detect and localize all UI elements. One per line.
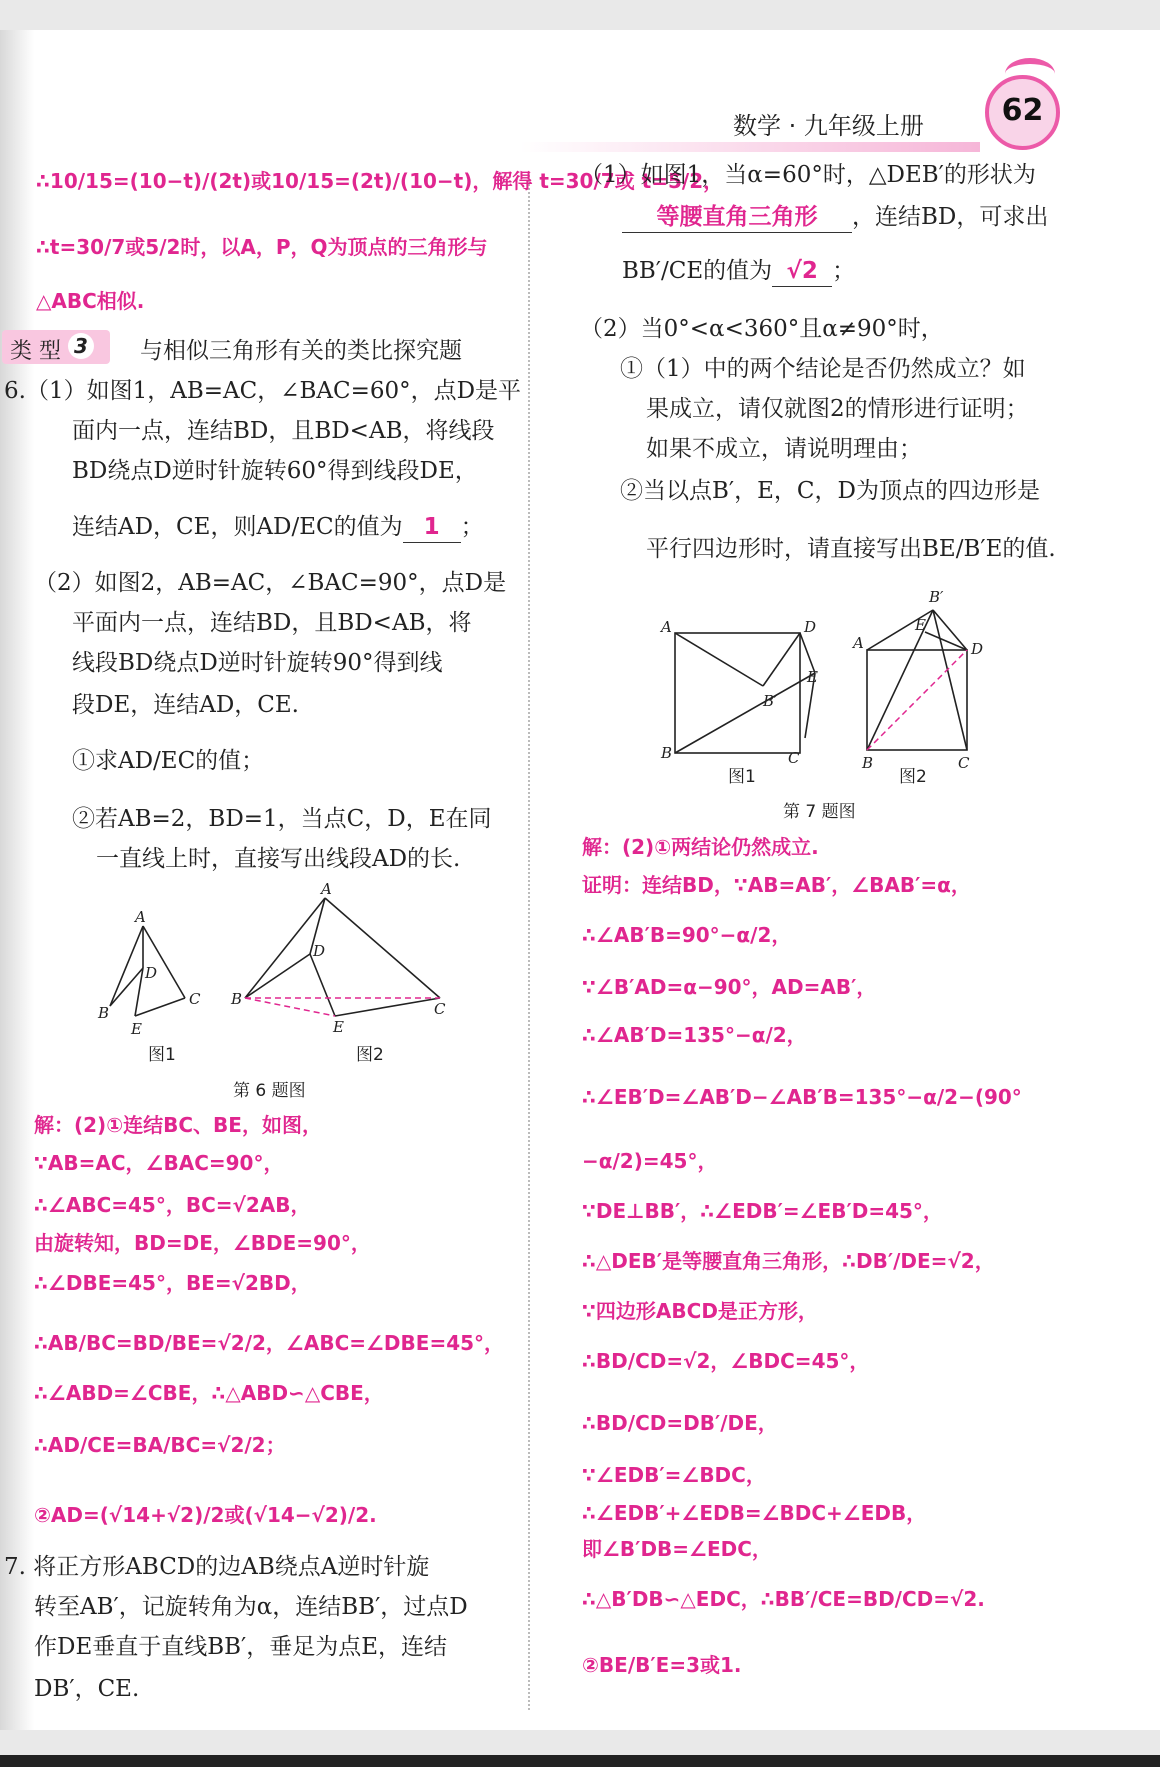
question-text: BD绕点D逆时针旋转60°得到线段DE，	[72, 458, 478, 484]
paper-sheet	[0, 30, 1160, 1730]
figure-label: 图2	[899, 767, 927, 787]
solution-line: ∵∠EDB′=∠BDC，	[582, 1463, 766, 1487]
question-text: 转至AB′，记旋转角为α，连结BB′，过点D	[34, 1594, 468, 1620]
question-text	[622, 256, 855, 287]
question-text: 6.（1）如图1，AB=AC，∠BAC=60°，点D是平	[4, 378, 522, 404]
svg-text:D: D	[971, 640, 984, 658]
header-rule	[520, 142, 980, 152]
svg-text:B: B	[862, 754, 874, 772]
figure-label: 图1	[148, 1045, 176, 1065]
answer-blank: 1	[403, 512, 461, 543]
solution-line: ∴∠AB′D=135°−α/2，	[582, 1023, 807, 1047]
question-text: 果成立，请仅就图2的情形进行证明；	[646, 396, 1029, 422]
question-text: ②当以点B′，E，C，D为顶点的四边形是	[620, 478, 1040, 504]
question-text-part: ；	[460, 514, 484, 540]
question-text: ①求AD/EC的值；	[72, 748, 265, 774]
solution-line: 解：(2)①两结论仍然成立.	[582, 835, 819, 859]
svg-text:D: D	[804, 618, 817, 636]
question-text: 面内一点，连结BD，且BD<AB，将线段	[72, 418, 495, 444]
question-text: （2）如图2，AB=AC，∠BAC=90°，点D是	[34, 570, 507, 596]
question-text: 如果不成立，请说明理由；	[646, 436, 922, 462]
solution-line: ∴∠ABD=∠CBE，∴△ABD∽△CBE，	[34, 1381, 384, 1405]
answer-blank: 等腰直角三角形	[622, 202, 852, 233]
solution-line: ∴∠EDB′+∠EDB=∠BDC+∠EDB，	[582, 1501, 927, 1525]
page-number: 62	[1001, 93, 1044, 128]
bottom-bar	[0, 1755, 1160, 1767]
figure-label: 图2	[356, 1045, 384, 1065]
solution-line: ②AD=(√14+√2)/2或(√14−√2)/2.	[34, 1503, 377, 1527]
solution-line: ∴BD/CD=√2，∠BDC=45°，	[582, 1349, 870, 1373]
svg-text:C: C	[958, 754, 970, 772]
dashed-be	[245, 998, 335, 1016]
solution-line: ∴10/15=(10−t)/(2t)或10/15=(2t)/(10−t)，解得 t=30/7或 t=5/2，	[36, 169, 724, 193]
question-text: 段DE，连结AD，CE.	[72, 692, 299, 718]
solution-line: ∴BD/CD=DB′/DE，	[582, 1411, 778, 1435]
solution-line: ∵DE⊥BB′，∴∠EDB′=∠EB′D=45°，	[582, 1199, 943, 1223]
solution-line: ∵AB=AC，∠BAC=90°，	[34, 1151, 284, 1175]
question-text: （1）如图1，当α=60°时，△DEB′的形状为	[580, 162, 1036, 188]
solution-line: ∴△DEB′是等腰直角三角形，∴DB′/DE=√2，	[582, 1249, 995, 1273]
question-text-part: 连结AD，CE，则AD/EC的值为	[72, 514, 403, 540]
solution-line: 即∠B′DB=∠EDC，	[582, 1537, 772, 1561]
solution-line: −α/2)=45°，	[582, 1149, 718, 1173]
column-divider	[528, 175, 530, 1710]
q7-figure	[655, 588, 995, 772]
question-text-part: BB′/CE的值为	[622, 258, 773, 284]
question-text: （2）当0°<α<360°且α≠90°时，	[580, 316, 944, 342]
solution-line: ∴t=30/7或5/2时，以A，P，Q为顶点的三角形与	[36, 235, 488, 259]
svg-text:A: A	[321, 880, 332, 898]
solution-line: ∵四边形ABCD是正方形，	[582, 1299, 818, 1323]
svg-text:E: E	[807, 668, 818, 686]
figure-caption: 第 7 题图	[783, 802, 856, 822]
svg-text:C: C	[189, 990, 201, 1008]
svg-text:E: E	[915, 616, 926, 634]
svg-text:A: A	[853, 634, 864, 652]
solution-line: ∴AB/BC=BD/BE=√2/2，∠ABC=∠DBE=45°，	[34, 1331, 505, 1355]
section-type-badge	[2, 330, 110, 364]
svg-text:E: E	[333, 1018, 344, 1036]
solution-line: 解：(2)①连结BC、BE，如图，	[34, 1113, 322, 1137]
svg-text:B: B	[98, 1004, 110, 1022]
solution-line: ∴△B′DB∽△EDC，∴BB′/CE=BD/CD=√2.	[582, 1587, 985, 1611]
solution-line: ∴AD/CE=BA/BC=√2/2；	[34, 1433, 286, 1457]
question-text	[72, 512, 484, 543]
figure-caption: 第 6 题图	[233, 1081, 306, 1101]
svg-text:C: C	[434, 1000, 446, 1018]
svg-text:D: D	[313, 942, 326, 960]
solution-line: 由旋转知，BD=DE，∠BDE=90°，	[34, 1231, 371, 1255]
section-type-number: 3	[68, 333, 94, 359]
svg-text:A: A	[135, 908, 146, 926]
section-type-label: 类 型	[10, 339, 61, 364]
q7-figure-1	[675, 633, 815, 753]
svg-text:A: A	[661, 618, 672, 636]
svg-text:B: B	[661, 744, 673, 762]
question-text: 线段BD绕点D逆时针旋转90°得到线	[72, 650, 443, 676]
question-text: 一直线上时，直接写出线段AD的长.	[96, 846, 461, 872]
page-number-badge	[985, 75, 1060, 150]
page-binding-shadow	[0, 30, 34, 1730]
svg-text:C: C	[788, 749, 800, 767]
question-text: 平面内一点，连结BD，且BD<AB，将	[72, 610, 472, 636]
answer-blank: √2	[772, 256, 832, 287]
book-title: 数学 · 九年级上册	[733, 112, 924, 140]
solution-line: ∴∠DBE=45°，BE=√2BD，	[34, 1271, 311, 1295]
q6-figure	[95, 880, 455, 1066]
question-text-part: ，连结BD，可求出	[852, 204, 1049, 230]
question-text: 作DE垂直于直线BB′，垂足为点E，连结	[34, 1634, 448, 1660]
svg-text:D: D	[145, 964, 158, 982]
figure-label: 图1	[728, 767, 756, 787]
question-text: DB′，CE.	[34, 1676, 140, 1702]
solution-line: ②BE/B′E=3或1.	[582, 1653, 742, 1677]
question-text: ②若AB=2，BD=1，当点C，D，E在同	[72, 806, 492, 832]
solution-line: △ABC相似.	[36, 289, 145, 313]
question-text	[622, 202, 1048, 233]
solution-line: ∴∠AB′B=90°−α/2，	[582, 923, 792, 947]
dashed-bd	[867, 650, 967, 750]
svg-text:E: E	[131, 1020, 142, 1038]
question-text: 平行四边形时，请直接写出BE/B′E的值.	[646, 536, 1056, 562]
solution-line: ∵∠B′AD=α−90°，AD=AB′，	[582, 975, 877, 999]
section-title: 与相似三角形有关的类比探究题	[140, 338, 462, 364]
solution-line: ∴∠EB′D=∠AB′D−∠AB′B=135°−α/2−(90°	[582, 1085, 1022, 1109]
question-text: ①（1）中的两个结论是否仍然成立？如	[620, 356, 1026, 382]
solution-line: 证明：连结BD，∵AB=AB′，∠BAB′=α，	[582, 873, 971, 897]
svg-text:B′: B′	[929, 588, 944, 606]
svg-text:B: B	[231, 990, 243, 1008]
svg-text:B′: B′	[763, 692, 778, 710]
question-text: 7. 将正方形ABCD的边AB绕点A逆时针旋	[4, 1554, 430, 1580]
solution-line: ∴∠ABC=45°，BC=√2AB，	[34, 1193, 311, 1217]
question-text-part: ；	[832, 258, 856, 284]
